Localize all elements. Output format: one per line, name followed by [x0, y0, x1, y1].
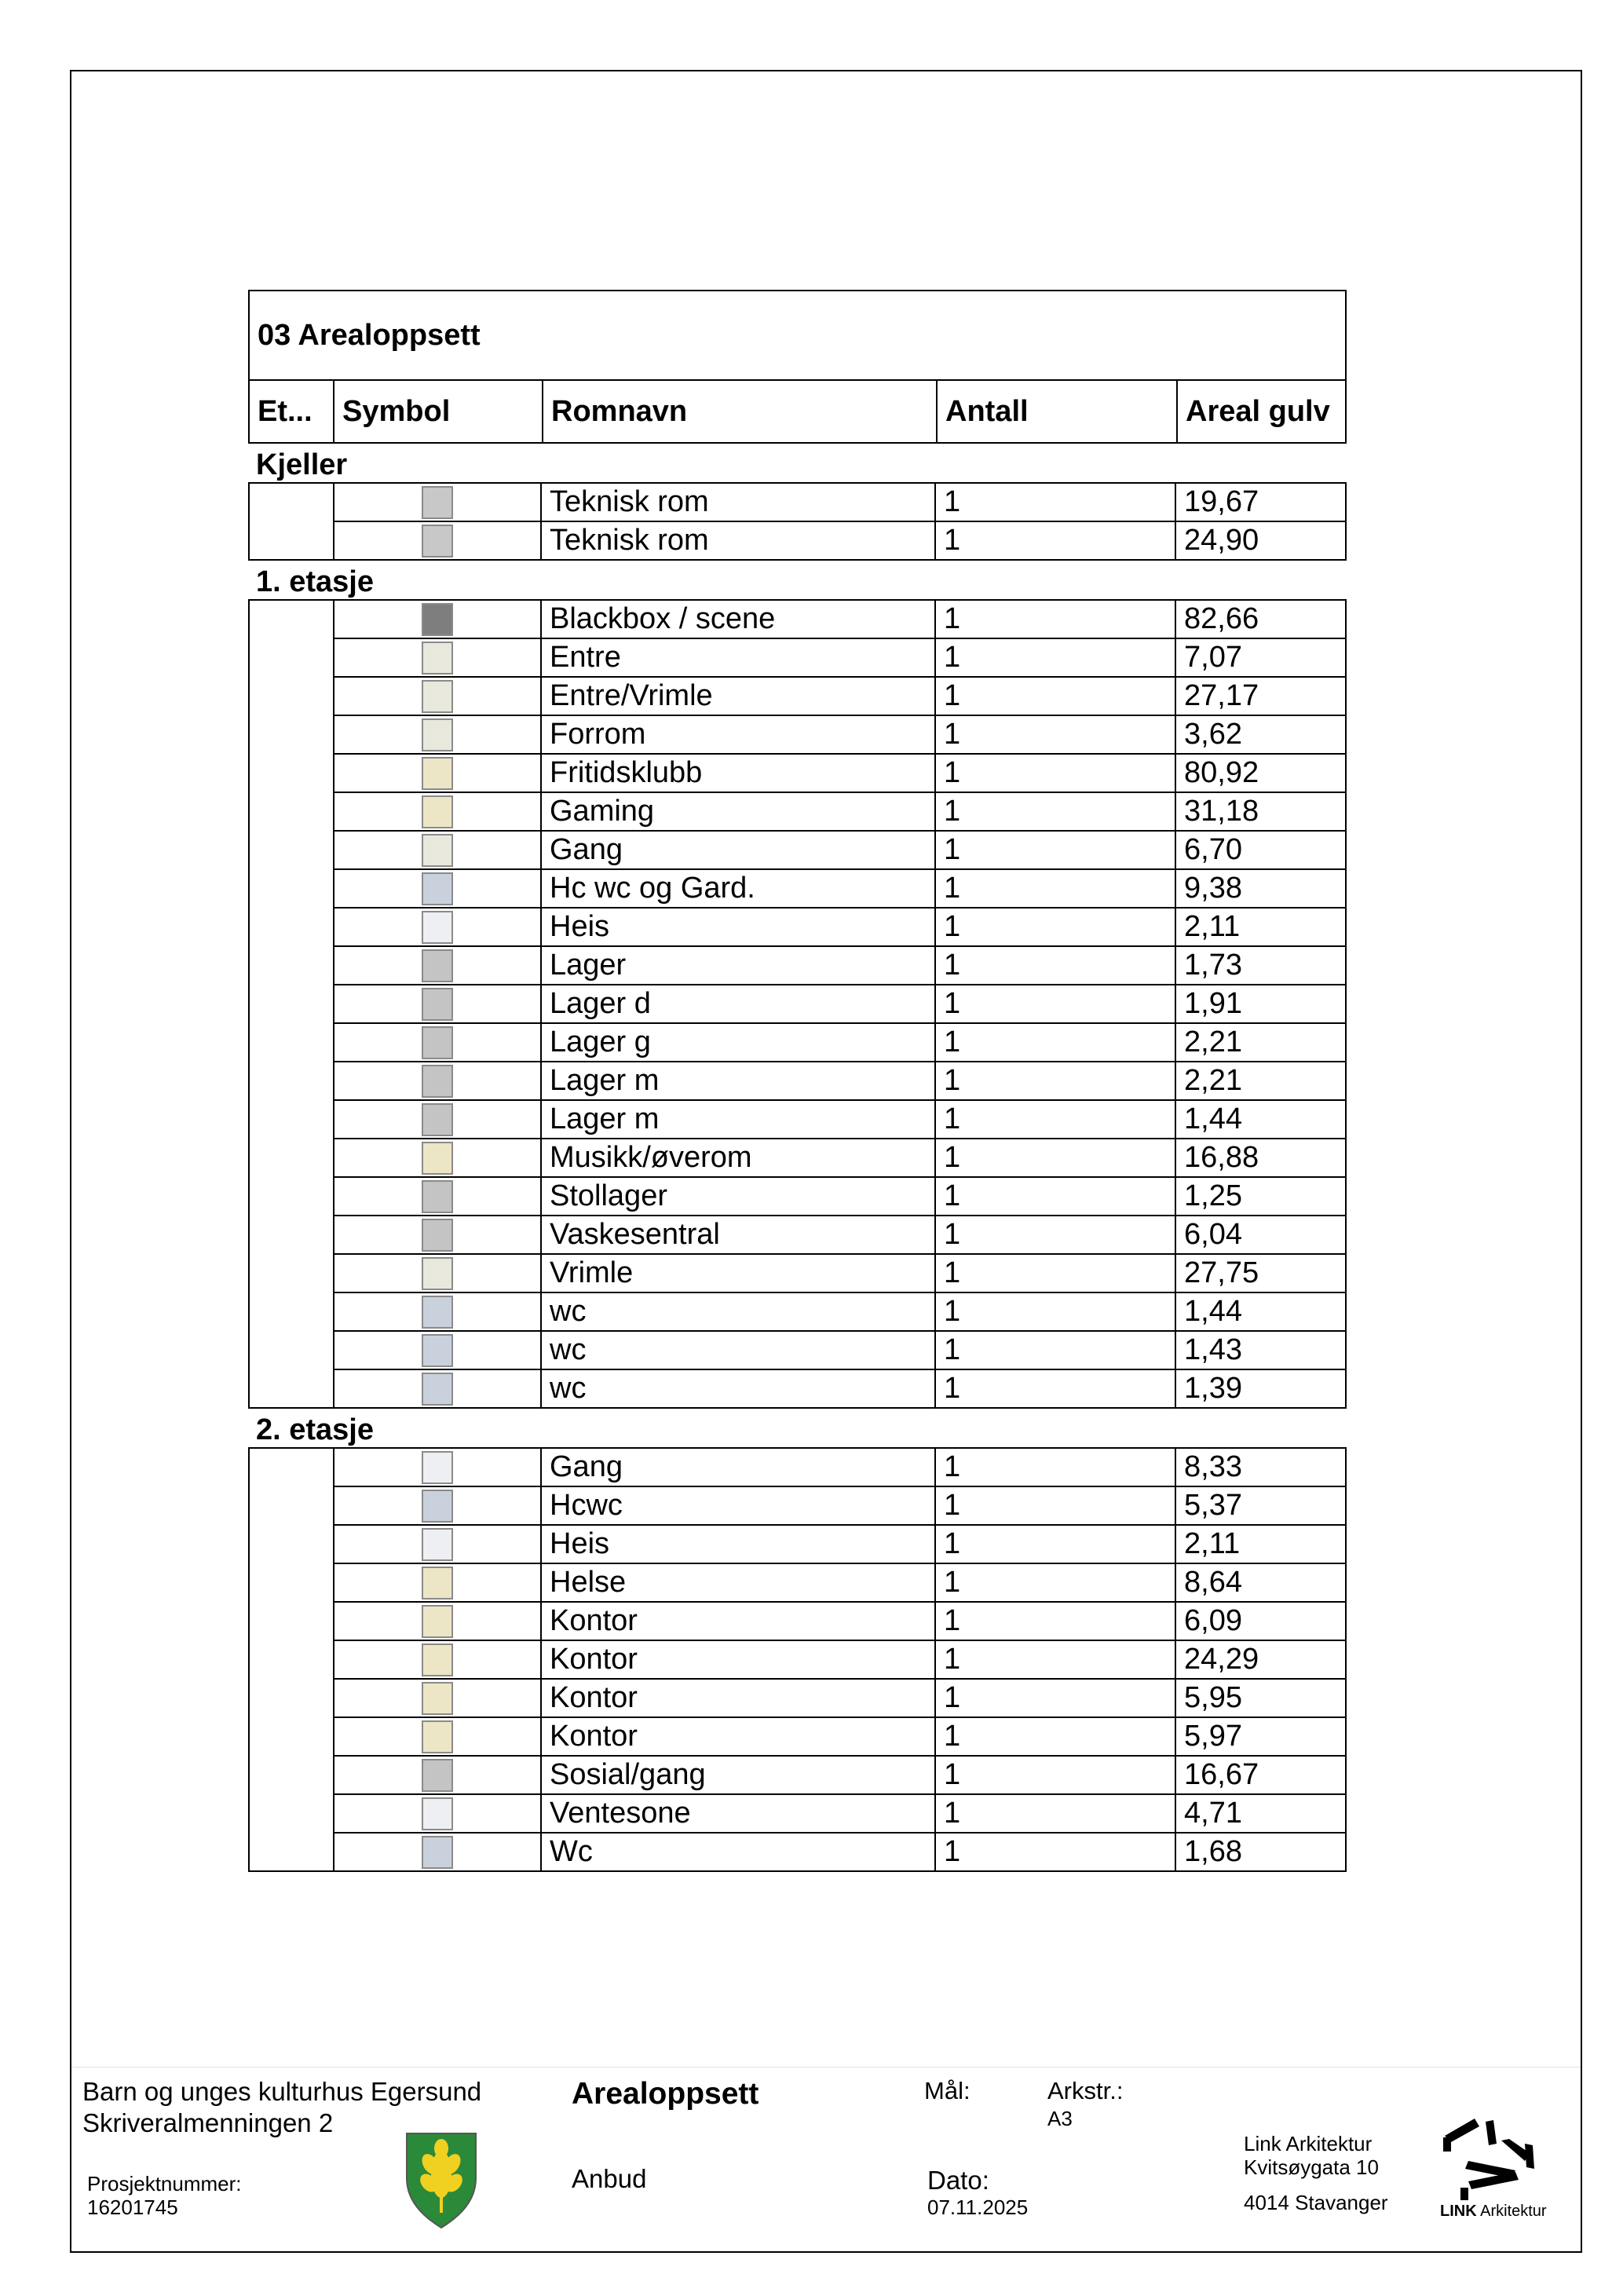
room-name-cell: Gang: [542, 832, 936, 868]
color-swatch: [422, 1026, 453, 1059]
count-cell: 1: [936, 1718, 1176, 1755]
room-name-cell: Stollager: [542, 1178, 936, 1215]
symbol-cell: [333, 716, 542, 753]
table-row: [333, 1370, 1347, 1409]
area-cell: 16,88: [1176, 1139, 1347, 1176]
symbol-cell: [333, 1718, 542, 1755]
symbol-cell: [333, 1293, 542, 1330]
symbol-cell: [333, 1024, 542, 1061]
room-name-cell: Entre/Vrimle: [542, 678, 936, 715]
symbol-cell: [333, 1139, 542, 1176]
area-cell: 1,68: [1176, 1834, 1347, 1870]
logo-wordmark-text: Arkitektur: [1480, 2203, 1547, 2220]
area-cell: 19,67: [1176, 484, 1347, 521]
etasje-cell: [248, 1447, 333, 1872]
project-address: Skriveralmenningen 2: [82, 2108, 334, 2137]
area-cell: 2,21: [1176, 1024, 1347, 1061]
count-cell: 1: [936, 1332, 1176, 1369]
area-cell: 82,66: [1176, 601, 1347, 638]
color-swatch: [422, 1334, 453, 1367]
room-name-cell: Entre: [542, 639, 936, 676]
table-row: [333, 1487, 1347, 1526]
room-name-cell: Gang: [542, 1449, 936, 1486]
area-cell: 1,44: [1176, 1293, 1347, 1330]
group-label: Kjeller: [256, 448, 348, 481]
count-cell: 1: [936, 1487, 1176, 1524]
area-cell: 31,18: [1176, 793, 1347, 830]
area-cell: 16,67: [1176, 1757, 1347, 1793]
room-name-cell: Wc: [542, 1834, 936, 1870]
symbol-cell: [333, 1178, 542, 1215]
area-cell: 5,37: [1176, 1487, 1347, 1524]
count-cell: 1: [936, 947, 1176, 984]
count-cell: 1: [936, 755, 1176, 792]
color-swatch: [422, 680, 453, 713]
symbol-cell: [333, 678, 542, 715]
count-cell: 1: [936, 1834, 1176, 1870]
symbol-cell: [333, 793, 542, 830]
table-row: [333, 522, 1347, 561]
symbol-cell: [333, 755, 542, 792]
symbol-cell: [333, 1757, 542, 1793]
table-row: [333, 1603, 1347, 1641]
area-cell: 1,73: [1176, 947, 1347, 984]
room-name-cell: Kontor: [542, 1718, 936, 1755]
count-cell: 1: [936, 1101, 1176, 1138]
table-row: [333, 484, 1347, 522]
count-cell: 1: [936, 1526, 1176, 1563]
group-rows: [333, 1447, 1347, 1872]
project-number-label: Prosjektnummer:: [87, 2172, 242, 2195]
symbol-cell: [333, 1370, 542, 1407]
count-cell: 1: [936, 1370, 1176, 1407]
count-cell: 1: [936, 1757, 1176, 1793]
project-number: 16201745: [87, 2195, 178, 2219]
table-row: [333, 716, 1347, 755]
col-header-antall: Antall: [938, 381, 1178, 442]
room-name-cell: Hc wc og Gard.: [542, 870, 936, 907]
count-cell: 1: [936, 1139, 1176, 1176]
table-row: [333, 1139, 1347, 1178]
date-value: 07.11.2025: [927, 2195, 1029, 2219]
count-cell: 1: [936, 1795, 1176, 1832]
sheet-status: Anbud: [572, 2164, 647, 2193]
table-row: [333, 1449, 1347, 1487]
group-rows: [333, 482, 1347, 561]
color-swatch: [422, 1490, 453, 1523]
color-swatch: [422, 642, 453, 675]
symbol-cell: [333, 522, 542, 559]
room-name-cell: Lager d: [542, 985, 936, 1022]
symbol-cell: [333, 484, 542, 521]
area-cell: 6,09: [1176, 1603, 1347, 1640]
area-cell: 1,25: [1176, 1178, 1347, 1215]
count-cell: 1: [936, 601, 1176, 638]
color-swatch: [422, 1142, 453, 1175]
symbol-cell: [333, 1332, 542, 1369]
logo-wordmark-bold: LINK: [1440, 2203, 1477, 2220]
color-swatch: [422, 1643, 453, 1676]
symbol-cell: [333, 1216, 542, 1253]
link-arkitektur-logo-icon: [1437, 2112, 1547, 2206]
room-name-cell: Heis: [542, 1526, 936, 1563]
count-cell: 1: [936, 1564, 1176, 1601]
color-swatch: [422, 911, 453, 944]
room-name-cell: Gaming: [542, 793, 936, 830]
area-cell: 80,92: [1176, 755, 1347, 792]
count-cell: 1: [936, 1178, 1176, 1215]
group-body: [248, 1447, 1347, 1872]
color-swatch: [422, 1219, 453, 1252]
symbol-cell: [333, 1101, 542, 1138]
table-row: [333, 755, 1347, 793]
table-row: [333, 1757, 1347, 1795]
room-name-cell: wc: [542, 1293, 936, 1330]
area-schedule: [248, 290, 1347, 1872]
group-body: [248, 599, 1347, 1409]
color-swatch: [422, 1528, 453, 1561]
room-name-cell: Ventesone: [542, 1795, 936, 1832]
area-cell: 4,71: [1176, 1795, 1347, 1832]
area-cell: 8,64: [1176, 1564, 1347, 1601]
table-row: [333, 601, 1347, 639]
count-cell: 1: [936, 985, 1176, 1022]
firm-street: Kvitsøygata 10: [1244, 2155, 1379, 2179]
table-row: [333, 832, 1347, 870]
symbol-cell: [333, 1526, 542, 1563]
count-cell: 1: [936, 1216, 1176, 1253]
color-swatch: [422, 486, 453, 519]
color-swatch: [422, 1180, 453, 1213]
count-cell: 1: [936, 870, 1176, 907]
room-name-cell: Blackbox / scene: [542, 601, 936, 638]
room-name-cell: Forrom: [542, 716, 936, 753]
count-cell: 1: [936, 793, 1176, 830]
symbol-cell: [333, 832, 542, 868]
color-swatch: [422, 1759, 453, 1792]
color-swatch: [422, 1567, 453, 1600]
symbol-cell: [333, 1603, 542, 1640]
table-row: [333, 1641, 1347, 1680]
color-swatch: [422, 1605, 453, 1638]
project-name: Barn og unges kulturhus Egersund: [82, 2077, 482, 2106]
area-cell: 7,07: [1176, 639, 1347, 676]
color-swatch: [422, 1296, 453, 1329]
count-cell: 1: [936, 639, 1176, 676]
table-row: [333, 1718, 1347, 1757]
table-row: [333, 1293, 1347, 1332]
room-name-cell: Heis: [542, 909, 936, 945]
area-cell: 6,04: [1176, 1216, 1347, 1253]
color-swatch: [422, 1682, 453, 1715]
table-row: [333, 678, 1347, 716]
area-cell: 8,33: [1176, 1449, 1347, 1486]
table-row: [333, 1101, 1347, 1139]
color-swatch: [422, 1373, 453, 1406]
area-cell: 27,17: [1176, 678, 1347, 715]
table-row: [333, 1680, 1347, 1718]
count-cell: 1: [936, 678, 1176, 715]
color-swatch: [422, 603, 453, 636]
area-cell: 3,62: [1176, 716, 1347, 753]
sheet-title: Arealoppsett: [572, 2077, 759, 2111]
count-cell: 1: [936, 1680, 1176, 1717]
symbol-cell: [333, 1255, 542, 1292]
room-name-cell: Lager: [542, 947, 936, 984]
room-name-cell: Sosial/gang: [542, 1757, 936, 1793]
table-row: [333, 1255, 1347, 1293]
room-name-cell: Lager g: [542, 1024, 936, 1061]
symbol-cell: [333, 1834, 542, 1870]
count-cell: 1: [936, 1641, 1176, 1678]
color-swatch: [422, 1797, 453, 1830]
count-cell: 1: [936, 1293, 1176, 1330]
count-cell: 1: [936, 484, 1176, 521]
room-name-cell: Kontor: [542, 1603, 936, 1640]
color-swatch: [422, 1451, 453, 1484]
symbol-cell: [333, 947, 542, 984]
count-cell: 1: [936, 1255, 1176, 1292]
count-cell: 1: [936, 832, 1176, 868]
area-cell: 1,39: [1176, 1370, 1347, 1407]
room-name-cell: wc: [542, 1370, 936, 1407]
room-name-cell: Helse: [542, 1564, 936, 1601]
count-cell: 1: [936, 1449, 1176, 1486]
etasje-cell: [248, 482, 333, 561]
color-swatch: [422, 718, 453, 751]
room-name-cell: Fritidsklubb: [542, 755, 936, 792]
color-swatch: [422, 949, 453, 982]
count-cell: 1: [936, 522, 1176, 559]
col-header-romnavn: Romnavn: [543, 381, 938, 442]
area-cell: 1,91: [1176, 985, 1347, 1022]
area-cell: 1,44: [1176, 1101, 1347, 1138]
symbol-cell: [333, 639, 542, 676]
room-name-cell: Kontor: [542, 1641, 936, 1678]
table-row: [333, 1795, 1347, 1834]
table-row: [333, 1024, 1347, 1062]
table-row: [333, 793, 1347, 832]
color-swatch: [422, 525, 453, 558]
room-name-cell: Kontor: [542, 1680, 936, 1717]
area-cell: 24,29: [1176, 1641, 1347, 1678]
area-cell: 5,97: [1176, 1718, 1347, 1755]
area-cell: 2,21: [1176, 1062, 1347, 1099]
color-swatch: [422, 1836, 453, 1869]
room-name-cell: wc: [542, 1332, 936, 1369]
count-cell: 1: [936, 1024, 1176, 1061]
table-row: [333, 1564, 1347, 1603]
col-header-symbol: Symbol: [334, 381, 543, 442]
group-label: 1. etasje: [256, 565, 374, 598]
table-row: [333, 1834, 1347, 1872]
area-cell: 24,90: [1176, 522, 1347, 559]
col-header-etasje: Et...: [250, 381, 334, 442]
room-name-cell: Teknisk rom: [542, 522, 936, 559]
color-swatch: [422, 1257, 453, 1290]
symbol-cell: [333, 1564, 542, 1601]
color-swatch: [422, 834, 453, 867]
table-row: [333, 985, 1347, 1024]
schedule-header-row: [248, 381, 1347, 444]
group-rows: [333, 599, 1347, 1409]
format-value: A3: [1047, 2107, 1073, 2130]
table-row: [333, 1216, 1347, 1255]
area-cell: 2,11: [1176, 909, 1347, 945]
color-swatch: [422, 872, 453, 905]
symbol-cell: [333, 1641, 542, 1678]
room-name-cell: Hcwc: [542, 1487, 936, 1524]
group-body: [248, 482, 1347, 561]
etasje-cell: [248, 599, 333, 1409]
color-swatch: [422, 795, 453, 828]
count-cell: 1: [936, 909, 1176, 945]
room-name-cell: Teknisk rom: [542, 484, 936, 521]
area-cell: 5,95: [1176, 1680, 1347, 1717]
room-name-cell: Lager m: [542, 1101, 936, 1138]
symbol-cell: [333, 1487, 542, 1524]
col-header-areal: Areal gulv: [1186, 394, 1330, 428]
firm-city: 4014 Stavanger: [1244, 2191, 1388, 2214]
room-name-cell: Lager m: [542, 1062, 936, 1099]
table-row: [333, 1332, 1347, 1370]
symbol-cell: [333, 1062, 542, 1099]
table-row: [333, 870, 1347, 909]
format-label: Arkstr.:: [1047, 2077, 1124, 2104]
area-cell: 9,38: [1176, 870, 1347, 907]
symbol-cell: [333, 1680, 542, 1717]
area-cell: 6,70: [1176, 832, 1347, 868]
count-cell: 1: [936, 716, 1176, 753]
symbol-cell: [333, 1795, 542, 1832]
color-swatch: [422, 1720, 453, 1753]
symbol-cell: [333, 1449, 542, 1486]
table-row: [333, 909, 1347, 947]
color-swatch: [422, 1065, 453, 1098]
date-label: Dato:: [927, 2166, 989, 2195]
group-label: 2. etasje: [256, 1413, 374, 1446]
table-row: [333, 1526, 1347, 1564]
schedule-title: 03 Arealoppsett: [248, 290, 1347, 381]
area-cell: 27,75: [1176, 1255, 1347, 1292]
municipality-crest-icon: [404, 2131, 478, 2230]
symbol-cell: [333, 870, 542, 907]
table-row: [333, 947, 1347, 985]
color-swatch: [422, 1103, 453, 1136]
count-cell: 1: [936, 1603, 1176, 1640]
table-row: [333, 1178, 1347, 1216]
table-row: [333, 1062, 1347, 1101]
symbol-cell: [333, 909, 542, 945]
room-name-cell: Musikk/øverom: [542, 1139, 936, 1176]
scale-label: Mål:: [924, 2077, 971, 2104]
area-cell: 1,43: [1176, 1332, 1347, 1369]
count-cell: 1: [936, 1062, 1176, 1099]
room-name-cell: Vrimle: [542, 1255, 936, 1292]
color-swatch: [422, 988, 453, 1021]
area-cell: 2,11: [1176, 1526, 1347, 1563]
schedule-groups: [248, 444, 1347, 1872]
symbol-cell: [333, 985, 542, 1022]
room-name-cell: Vaskesentral: [542, 1216, 936, 1253]
table-row: [333, 639, 1347, 678]
logo-wordmark: [1440, 2203, 1547, 2221]
color-swatch: [422, 757, 453, 790]
symbol-cell: [333, 601, 542, 638]
firm-name: Link Arkitektur: [1244, 2132, 1373, 2155]
